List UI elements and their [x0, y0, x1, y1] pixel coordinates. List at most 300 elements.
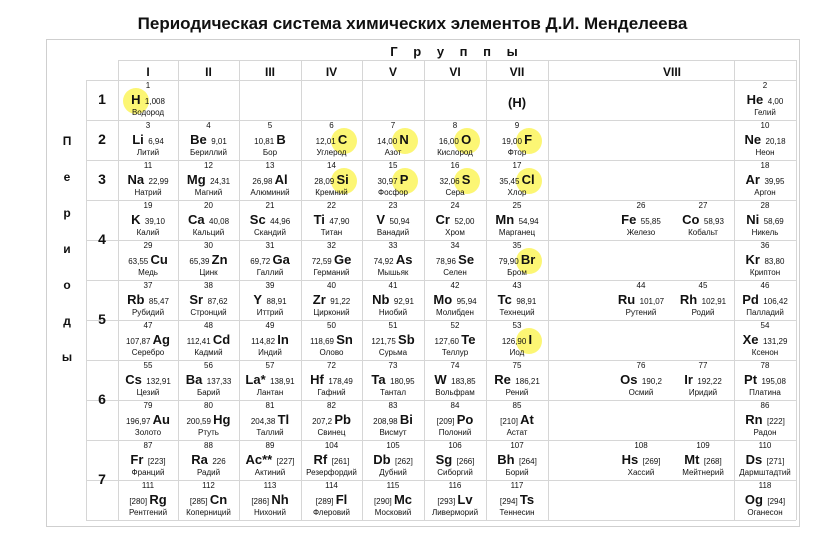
element-name: Натрий — [134, 188, 162, 197]
period-number-6: 6 — [98, 391, 106, 407]
element-symbol-mass — [424, 292, 486, 309]
element-name: Кальций — [192, 228, 225, 237]
element-symbol: Sb — [398, 332, 415, 347]
atomic-number: 14 — [327, 161, 336, 170]
atomic-number: 72 — [327, 361, 336, 370]
atomic-number: 45 — [698, 281, 708, 290]
atomic-mass: 16,00 — [438, 137, 462, 146]
atomic-number: 22 — [327, 201, 336, 210]
atomic-number: 52 — [450, 321, 460, 330]
atomic-mass: [293] — [437, 497, 458, 506]
element-symbol-mass — [239, 452, 301, 469]
element-symbol: Sc — [249, 212, 266, 227]
element-cell — [301, 281, 362, 320]
element-name: Резерфордий — [306, 468, 357, 477]
atomic-mass: 186,21 — [515, 377, 540, 386]
atomic-number: 29 — [143, 241, 153, 250]
element-cell — [178, 281, 239, 320]
element-symbol: Se — [458, 252, 475, 267]
atomic-mass: 28,09 — [314, 177, 337, 186]
element-cell — [362, 401, 424, 440]
element-cell — [178, 481, 239, 520]
element-name: Полоний — [438, 428, 472, 437]
element-symbol: Ag — [152, 332, 171, 347]
element-name: Галлий — [256, 268, 284, 277]
element-symbol: Cs — [125, 372, 142, 387]
element-symbol-mass — [118, 172, 178, 189]
atomic-mass: 58,93 — [703, 217, 724, 226]
element-cell — [178, 321, 239, 360]
element-cell — [362, 441, 424, 480]
atomic-number: 118 — [758, 481, 772, 490]
element-symbol: Xe — [742, 332, 759, 347]
element-cell — [362, 161, 424, 200]
element-symbol: Mo — [433, 292, 453, 307]
element-symbol-mass — [486, 332, 548, 349]
element-symbol: Li — [132, 132, 144, 147]
atomic-number: 30 — [204, 241, 213, 250]
element-symbol-mass — [239, 132, 301, 149]
element-name: Магний — [194, 188, 223, 197]
atomic-number: 84 — [450, 401, 460, 410]
element-symbol-mass — [424, 332, 486, 349]
element-cell — [734, 241, 796, 280]
atomic-mass: 137,33 — [206, 377, 232, 386]
atomic-number: 36 — [760, 241, 770, 250]
element-symbol: Sr — [189, 292, 204, 307]
element-name: Молибден — [436, 308, 474, 317]
atomic-mass: 207,2 — [312, 417, 335, 426]
atomic-mass: [289] — [315, 497, 336, 506]
element-symbol-mass — [301, 172, 362, 189]
atomic-number: 83 — [388, 401, 398, 410]
atomic-number: 57 — [265, 361, 275, 370]
element-symbol-mass — [486, 292, 548, 309]
atomic-number: 82 — [327, 401, 336, 410]
atomic-mass: 101,07 — [639, 297, 665, 306]
element-name: Цезий — [136, 388, 160, 397]
element-cell — [672, 361, 734, 400]
atomic-mass: 30,97 — [377, 177, 400, 186]
grid-line — [86, 80, 87, 520]
element-name: Иттрий — [256, 308, 284, 317]
element-cell — [672, 441, 734, 480]
period-number-2: 2 — [98, 131, 106, 147]
atomic-number: 37 — [143, 281, 153, 290]
element-symbol: Sn — [336, 332, 353, 347]
element-cell — [301, 161, 362, 200]
element-name: Водород — [131, 108, 165, 117]
element-symbol-mass — [424, 212, 486, 229]
element-cell — [486, 241, 548, 280]
atomic-mass: 200,59 — [186, 417, 214, 426]
element-symbol-mass — [178, 172, 239, 189]
element-symbol: Pd — [742, 292, 759, 307]
atomic-number: 47 — [143, 321, 153, 330]
element-cell — [178, 241, 239, 280]
atomic-mass: 127,60 — [434, 337, 462, 346]
element-name: Марганец — [498, 228, 536, 237]
atomic-number: 33 — [388, 241, 398, 250]
element-symbol-mass — [178, 372, 239, 389]
atomic-number: 116 — [448, 481, 462, 490]
atomic-number: 105 — [386, 441, 400, 450]
atomic-mass: [271] — [766, 457, 785, 466]
atomic-mass: 226 — [212, 457, 226, 466]
element-symbol-mass — [486, 492, 548, 509]
group-header-VIII: VIII — [662, 65, 681, 79]
element-cell — [486, 161, 548, 200]
atomic-mass: 74,92 — [373, 257, 396, 266]
element-symbol-mass — [486, 132, 548, 149]
element-name: Рубидий — [131, 308, 165, 317]
element-symbol: Fl — [335, 492, 348, 507]
grid-line — [548, 60, 549, 520]
element-symbol-mass — [118, 452, 178, 469]
atomic-number: 3 — [145, 121, 151, 130]
element-symbol-mass — [301, 452, 362, 469]
element-name: Ксенон — [751, 348, 779, 357]
element-symbol: Re — [494, 372, 511, 387]
atomic-number: 26 — [636, 201, 646, 210]
element-cell — [486, 401, 548, 440]
atomic-mass: 85,47 — [148, 297, 169, 306]
atomic-mass: 106,42 — [763, 297, 788, 306]
element-cell — [301, 121, 362, 160]
element-symbol-mass — [734, 412, 796, 429]
atomic-mass: 54,94 — [518, 217, 539, 226]
element-cell — [178, 361, 239, 400]
element-symbol: Bi — [399, 412, 413, 427]
atomic-mass: [280] — [129, 497, 150, 506]
element-symbol-mass — [610, 212, 672, 229]
element-name: Гелий — [754, 108, 776, 117]
element-cell — [672, 201, 734, 240]
atomic-number: 28 — [760, 201, 770, 210]
element-cell — [118, 321, 178, 360]
atomic-mass: 19,00 — [501, 137, 525, 146]
atomic-mass: 88,91 — [266, 297, 287, 306]
element-cell — [118, 361, 178, 400]
atomic-number: 21 — [265, 201, 275, 210]
atomic-mass: [290] — [373, 497, 394, 506]
element-symbol: Ni — [746, 212, 760, 227]
element-name: Хлор — [507, 188, 527, 197]
element-symbol: Fe — [621, 212, 637, 227]
atomic-number: 18 — [760, 161, 770, 170]
element-symbol: At — [520, 412, 534, 427]
atomic-number: 108 — [634, 441, 648, 450]
element-symbol: Cu — [150, 252, 168, 267]
atomic-mass: 92,91 — [393, 297, 414, 306]
element-cell — [239, 161, 301, 200]
atomic-mass: 12,01 — [315, 137, 338, 146]
grid-line — [86, 80, 796, 81]
element-symbol: Zr — [312, 292, 326, 307]
atomic-mass: 4,00 — [767, 97, 784, 106]
element-name: Титан — [320, 228, 343, 237]
element-name: Рутений — [625, 308, 657, 317]
atomic-mass: [262] — [395, 457, 413, 466]
atomic-mass: 132,91 — [146, 377, 171, 386]
element-symbol: Fr — [130, 452, 144, 467]
atomic-number: 17 — [512, 161, 522, 170]
element-symbol-mass — [362, 132, 424, 149]
element-name: Германий — [313, 268, 350, 277]
element-symbol: Po — [456, 412, 474, 427]
grid-line — [118, 60, 796, 61]
element-symbol: As — [395, 252, 413, 267]
element-name: Лантан — [256, 388, 284, 397]
atomic-number: 8 — [452, 121, 458, 130]
element-symbol: Ra — [191, 452, 208, 467]
element-name: Рентгений — [128, 508, 168, 517]
element-name: Кислород — [437, 148, 473, 157]
element-symbol-mass — [301, 252, 362, 269]
atomic-mass: 183,85 — [451, 377, 476, 386]
element-cell — [424, 481, 486, 520]
atomic-number: 77 — [698, 361, 708, 370]
element-name: Тантал — [379, 388, 407, 397]
element-symbol-mass — [424, 452, 486, 469]
atomic-number: 50 — [327, 321, 336, 330]
atomic-mass: 114,82 — [251, 337, 278, 346]
grid-line — [86, 520, 796, 521]
atomic-mass: 47,90 — [329, 217, 350, 226]
period-number-5: 5 — [98, 311, 106, 327]
atomic-mass: 26,98 — [252, 177, 275, 186]
element-symbol: H — [131, 92, 141, 107]
atomic-mass: 178,49 — [328, 377, 353, 386]
element-symbol: N — [399, 132, 409, 147]
element-cell — [239, 201, 301, 240]
atomic-number: 2 — [762, 81, 768, 90]
element-symbol-mass — [672, 292, 734, 309]
atomic-mass: 35,45 — [499, 177, 522, 186]
element-name: Теннесин — [499, 508, 535, 517]
element-name: Хром — [445, 228, 465, 237]
atomic-number: 115 — [386, 481, 400, 490]
group-header-V: V — [388, 65, 397, 79]
element-symbol: Au — [152, 412, 171, 427]
element-symbol-mass — [301, 132, 362, 149]
element-cell — [178, 121, 239, 160]
element-symbol: Hf — [310, 372, 324, 387]
element-symbol-mass — [301, 292, 362, 309]
element-symbol: In — [277, 332, 289, 347]
atomic-number: 25 — [512, 201, 522, 210]
element-cell — [362, 361, 424, 400]
atomic-number: 31 — [265, 241, 275, 250]
atomic-mass: 87,62 — [207, 297, 228, 306]
element-cell — [734, 281, 796, 320]
element-symbol: O — [461, 132, 472, 147]
element-symbol-mass — [424, 132, 486, 149]
element-cell — [118, 401, 178, 440]
element-symbol: Ti — [313, 212, 325, 227]
element-symbol-mass — [118, 492, 178, 509]
element-symbol-mass — [362, 212, 424, 229]
atomic-mass: 63,55 — [128, 257, 151, 266]
element-symbol-mass — [362, 412, 424, 429]
element-symbol: F — [524, 132, 533, 147]
atomic-mass: 24,31 — [210, 177, 231, 186]
element-name: Рений — [505, 388, 529, 397]
element-cell — [239, 321, 301, 360]
element-name: Борий — [505, 468, 529, 477]
element-symbol-mass — [734, 332, 796, 349]
element-symbol: Sg — [435, 452, 453, 467]
element-symbol: Pb — [334, 412, 351, 427]
atomic-mass: 69,72 — [250, 257, 273, 266]
element-symbol: Ru — [617, 292, 636, 307]
atomic-number: 112 — [202, 481, 215, 490]
element-cell — [178, 161, 239, 200]
atomic-number: 13 — [265, 161, 275, 170]
period-number-3: 3 — [98, 171, 106, 187]
periods-label-letter: е — [63, 170, 71, 184]
element-name: Иридий — [688, 388, 718, 397]
element-name: Бериллий — [190, 148, 227, 157]
element-cell — [610, 361, 672, 400]
element-cell — [301, 201, 362, 240]
element-name: Свинец — [317, 428, 346, 437]
element-symbol-mass — [734, 492, 796, 509]
element-symbol: Db — [373, 452, 391, 467]
atomic-number: 9 — [514, 121, 520, 130]
element-cell — [178, 441, 239, 480]
element-cell — [734, 361, 796, 400]
element-cell — [178, 401, 239, 440]
atomic-number: 5 — [267, 121, 273, 130]
element-symbol: Br — [520, 252, 536, 267]
element-symbol-mass — [118, 212, 178, 229]
element-name: Криптон — [749, 268, 781, 277]
atomic-mass: 52,00 — [454, 217, 475, 226]
group-header-IV: IV — [325, 65, 338, 79]
element-symbol-mass — [362, 492, 424, 509]
atomic-mass: 65,39 — [189, 257, 212, 266]
atomic-mass: 131,29 — [762, 337, 788, 346]
periods-label-letter: о — [63, 278, 71, 292]
element-symbol: Rf — [313, 452, 328, 467]
element-symbol-mass — [301, 212, 362, 229]
element-symbol-mass — [178, 332, 239, 349]
period-number-1: 1 — [98, 91, 106, 107]
element-symbol: Lv — [457, 492, 473, 507]
element-symbol: Tc — [497, 292, 512, 307]
atomic-number: 89 — [265, 441, 275, 450]
element-cell — [734, 441, 796, 480]
element-symbol-mass — [486, 372, 548, 389]
atomic-number: 109 — [696, 441, 710, 450]
element-name: Родий — [691, 308, 715, 317]
element-symbol: Y — [253, 292, 263, 307]
element-symbol: S — [461, 172, 471, 187]
element-cell — [486, 201, 548, 240]
element-cell — [118, 81, 178, 120]
element-symbol-mass — [178, 292, 239, 309]
element-name: Серебро — [131, 348, 165, 357]
element-cell — [424, 121, 486, 160]
element-cell — [424, 201, 486, 240]
element-symbol-mass — [362, 332, 424, 349]
element-name: Актиний — [254, 468, 286, 477]
element-cell — [118, 161, 178, 200]
element-symbol-mass — [118, 332, 178, 349]
element-symbol-mass — [672, 212, 734, 229]
element-symbol-mass — [239, 332, 301, 349]
atomic-number: 11 — [143, 161, 153, 170]
atomic-number: 4 — [206, 121, 211, 130]
atomic-number: 19 — [143, 201, 153, 210]
atomic-mass: [227] — [276, 457, 295, 466]
periods-label-letter: д — [63, 314, 71, 328]
element-name: Углерод — [316, 148, 347, 157]
element-name: Ливерморий — [431, 508, 479, 517]
atomic-number: 24 — [450, 201, 460, 210]
atomic-mass: 98,91 — [516, 297, 537, 306]
element-cell — [486, 361, 548, 400]
atomic-number: 87 — [143, 441, 153, 450]
element-symbol: Al — [274, 172, 288, 187]
element-cell — [118, 241, 178, 280]
element-name: Таллий — [256, 428, 284, 437]
atomic-mass: [286] — [251, 497, 272, 506]
element-name: Литий — [136, 148, 160, 157]
atomic-number: 41 — [388, 281, 398, 290]
element-name: Платина — [749, 388, 781, 397]
element-symbol-mass — [424, 492, 486, 509]
element-name: Неон — [755, 148, 775, 157]
atomic-number: 85 — [512, 401, 522, 410]
atomic-number: 15 — [388, 161, 398, 170]
element-symbol: Rn — [745, 412, 763, 427]
element-symbol: Cr — [435, 212, 450, 227]
atomic-mass: [294] — [499, 497, 520, 506]
element-symbol-mass — [734, 132, 796, 149]
atomic-number: 35 — [512, 241, 522, 250]
element-name: Никель — [751, 228, 779, 237]
element-cell — [362, 121, 424, 160]
period-number-4: 4 — [98, 231, 106, 247]
periods-label-letter: и — [63, 242, 71, 256]
element-name: Сера — [445, 188, 465, 197]
atomic-mass: 55,85 — [640, 217, 661, 226]
element-symbol-mass — [239, 292, 301, 309]
element-symbol: Tl — [277, 412, 290, 427]
atomic-mass: 1,008 — [144, 97, 165, 106]
element-name: Селен — [443, 268, 467, 277]
element-symbol: Nb — [372, 292, 390, 307]
atomic-number: 10 — [760, 121, 770, 130]
element-name: Иод — [509, 348, 525, 357]
element-cell — [734, 121, 796, 160]
element-symbol: Be — [190, 132, 207, 147]
atomic-mass: 40,08 — [209, 217, 230, 226]
atomic-mass: 118,69 — [310, 337, 337, 346]
element-symbol-mass — [734, 452, 796, 469]
element-name: Теллур — [441, 348, 469, 357]
element-symbol-mass — [239, 172, 301, 189]
element-symbol-mass — [362, 292, 424, 309]
element-name: Бром — [507, 268, 527, 277]
element-name: Мышьяк — [377, 268, 409, 277]
element-symbol-mass — [486, 412, 548, 429]
element-cell — [610, 201, 672, 240]
atomic-mass: [264] — [519, 457, 537, 466]
atomic-number: 23 — [388, 201, 398, 210]
